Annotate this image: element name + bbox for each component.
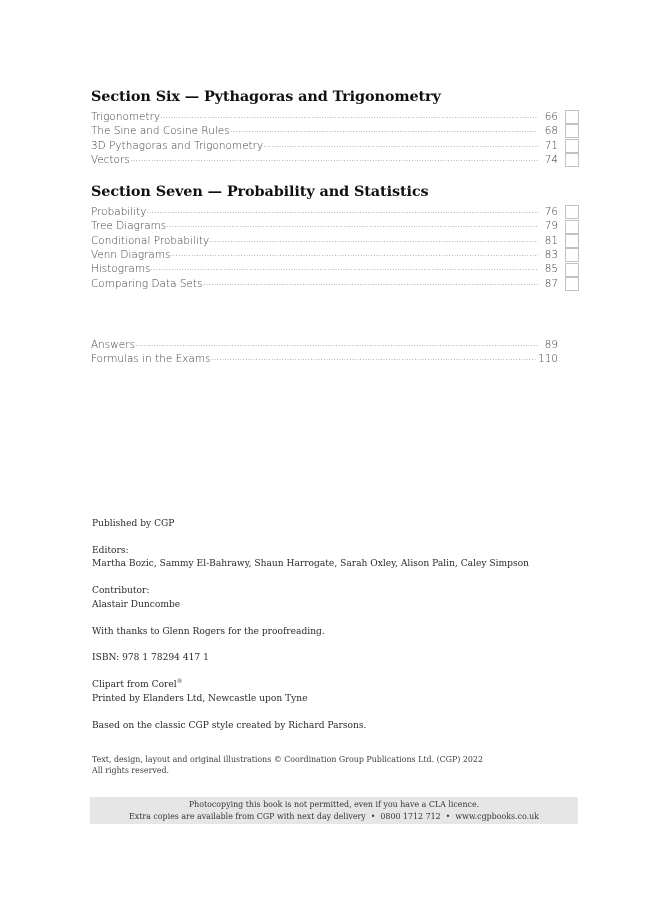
tickbox-checkbox[interactable] bbox=[565, 205, 579, 219]
footer-website[interactable]: www.cgpbooks.co.uk bbox=[455, 811, 539, 821]
toc-entry[interactable] bbox=[91, 352, 558, 366]
copyright-line-2: All rights reserved. bbox=[92, 766, 170, 776]
proofreading-thanks: With thanks to Glenn Rogers for the proofreading. bbox=[92, 626, 325, 637]
toc-entry-page: 68 bbox=[544, 125, 558, 138]
dot-leader bbox=[212, 352, 538, 362]
footer-separator-1: • bbox=[370, 811, 376, 821]
editors-names: Martha Bozic, Sammy El-Bahrawy, Shaun Harrogate, Sarah Oxley, Alison Palin, Caley Simpson bbox=[92, 559, 529, 570]
toc-entry[interactable] bbox=[91, 219, 579, 233]
tickbox-checkbox[interactable] bbox=[565, 277, 579, 291]
table-of-contents bbox=[91, 88, 579, 305]
dot-leader bbox=[171, 248, 538, 258]
toc-entry-page: 81 bbox=[544, 234, 558, 247]
toc-entry-title: Conditional Probability bbox=[91, 234, 210, 247]
toc-entry-page: 87 bbox=[544, 277, 558, 290]
tickbox-checkbox[interactable] bbox=[565, 234, 579, 248]
toc-entry[interactable] bbox=[91, 338, 558, 352]
registered-trademark-icon: ® bbox=[176, 679, 183, 686]
contributor-label: Contributor: bbox=[92, 586, 150, 597]
toc-back-matter bbox=[91, 338, 558, 367]
dot-leader bbox=[210, 234, 538, 244]
toc-entry-title: Answers bbox=[91, 339, 136, 351]
copyright-block bbox=[92, 754, 572, 776]
editors-label: Editors: bbox=[92, 545, 129, 556]
clipart-credit bbox=[92, 679, 562, 692]
imprint-block bbox=[92, 518, 562, 747]
tickbox-checkbox[interactable] bbox=[565, 153, 579, 167]
toc-entry-title: Venn Diagrams bbox=[91, 249, 171, 262]
dot-leader bbox=[167, 219, 538, 229]
toc-entry-title: Vectors bbox=[91, 153, 130, 166]
tickbox-checkbox[interactable] bbox=[565, 263, 579, 277]
toc-entry-title: 3D Pythagoras and Trigonometry bbox=[91, 139, 264, 152]
toc-entry-title: Probability bbox=[91, 206, 147, 219]
section-heading: Section Six — Pythagoras and Trigonometry bbox=[91, 88, 441, 105]
toc-entry-title: Trigonometry bbox=[91, 111, 161, 123]
toc-entry-title: Histograms bbox=[91, 263, 151, 276]
toc-entry[interactable] bbox=[91, 234, 579, 248]
tickbox-checkbox[interactable] bbox=[565, 110, 579, 124]
toc-entry-page: 76 bbox=[544, 206, 558, 219]
dot-leader bbox=[131, 153, 538, 163]
tickbox-checkbox[interactable] bbox=[565, 248, 579, 262]
footer-phone: 0800 1712 712 bbox=[380, 811, 441, 821]
toc-entry-page: 66 bbox=[544, 111, 558, 123]
toc-entry-title: Comparing Data Sets bbox=[91, 277, 203, 290]
toc-entry[interactable] bbox=[91, 262, 579, 276]
toc-entry-title: Tree Diagrams bbox=[91, 220, 167, 233]
clipart-credit-text: Clipart from Corel bbox=[92, 680, 177, 691]
dot-leader bbox=[136, 338, 538, 348]
toc-entry[interactable] bbox=[91, 205, 579, 219]
toc-entry-page: 110 bbox=[538, 353, 558, 366]
toc-entry[interactable] bbox=[91, 153, 579, 167]
tickbox-checkbox[interactable] bbox=[565, 220, 579, 234]
footer-notice-banner bbox=[90, 797, 578, 824]
contributor-names: Alastair Duncombe bbox=[92, 599, 181, 610]
isbn-line: ISBN: 978 1 78294 417 1 bbox=[92, 653, 209, 664]
printer-line: Printed by Elanders Ltd, Newcastle upon Tyne bbox=[92, 693, 308, 704]
footer-photocopy-notice: Photocopying this book is not permitted, even if you have a CLA licence. bbox=[188, 800, 480, 809]
footer-ordering-info bbox=[129, 811, 539, 823]
dot-leader bbox=[264, 139, 538, 149]
published-by-line: Published by CGP bbox=[92, 519, 175, 529]
toc-entry[interactable] bbox=[91, 124, 579, 138]
dot-leader bbox=[161, 110, 538, 120]
toc-entry[interactable] bbox=[91, 277, 579, 291]
toc-entry-title: Formulas in the Exams bbox=[91, 353, 211, 366]
footer-separator-2: • bbox=[445, 811, 451, 821]
toc-entry-page: 85 bbox=[544, 263, 558, 276]
toc-entry-page: 79 bbox=[544, 220, 558, 233]
toc-entry-title: The Sine and Cosine Rules bbox=[91, 125, 230, 138]
dot-leader bbox=[151, 262, 538, 272]
section-heading: Section Seven — Probability and Statistics bbox=[91, 183, 429, 201]
tickbox-checkbox[interactable] bbox=[565, 139, 579, 153]
toc-entry[interactable] bbox=[91, 248, 579, 262]
style-credit-line: Based on the classic CGP style created by Richard Parsons. bbox=[92, 720, 367, 731]
copyright-line-1: Text, design, layout and original illustrations © Coordination Group Publications Ltd. (CGP) 2022 bbox=[92, 755, 483, 764]
toc-entry-page: 74 bbox=[544, 153, 558, 166]
tickbox-checkbox[interactable] bbox=[565, 124, 579, 138]
toc-entry-page: 83 bbox=[544, 249, 558, 262]
toc-section bbox=[91, 183, 579, 291]
dot-leader bbox=[204, 277, 538, 287]
footer-order-text: Extra copies are available from CGP with next day delivery bbox=[129, 811, 366, 821]
toc-entry-page: 89 bbox=[544, 339, 558, 351]
toc-entry[interactable] bbox=[91, 139, 579, 153]
toc-section bbox=[91, 88, 579, 167]
toc-entry[interactable] bbox=[91, 110, 579, 124]
toc-entry-page: 71 bbox=[544, 139, 558, 152]
dot-leader bbox=[231, 124, 538, 134]
dot-leader bbox=[147, 205, 538, 215]
